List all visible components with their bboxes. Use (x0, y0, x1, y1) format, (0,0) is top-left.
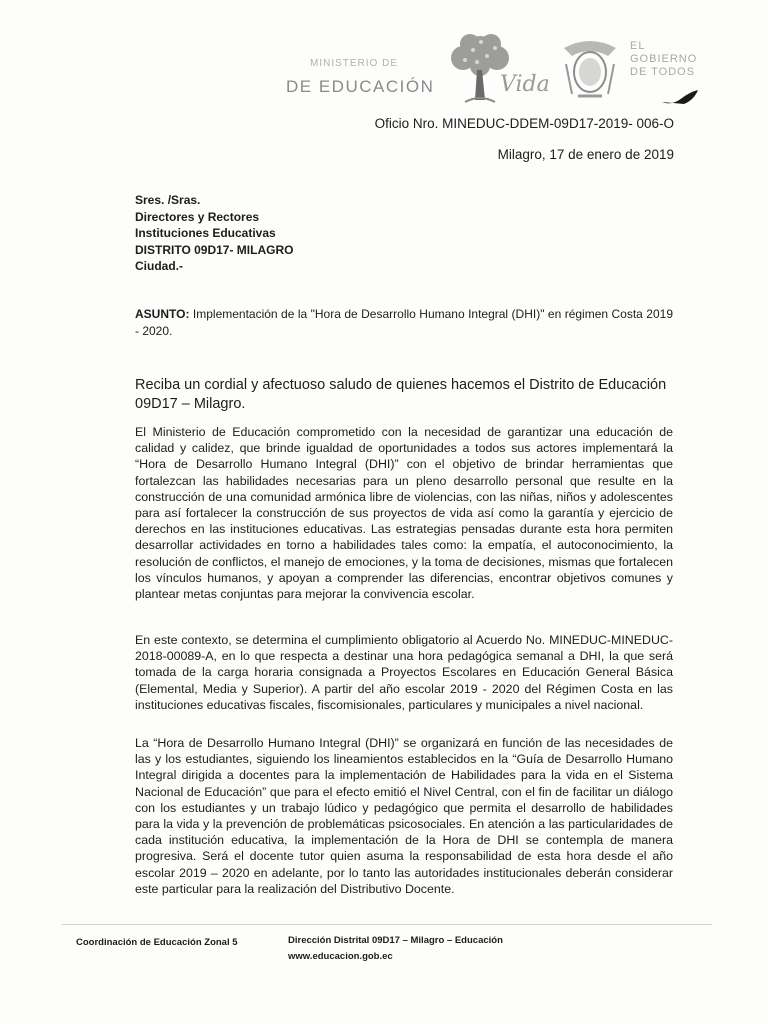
body-paragraph-3: La “Hora de Desarrollo Humano Integral (DHI)” se organizará en función de las necesidades de las y los estudiantes, siguiendo los lineamientos establecidos en la “Guía de Desarrollo Humano Integral dirigida a docentes para la implementación de Habilidades para la vida en el Sistema Nacional de Educación” que para el efecto emitió el Nivel Central, con el fin de facilitar un diálogo con los estudiantes y un trabajo lúdico y pedagógico que permita el desarrollo de habilidades para la vida y la prevención de problemáticas psicosociales. En atención a las particularidades de cada institución educativa, la implementación de la Hora de DHI se contempla de manera progresiva. Será el docente tutor quien asuma la responsabilidad de esta hora desde el año escolar 2019 – 2020 en adelante, por lo tanto las autoridades institucionales deberán considerar este particular para la realización del Distributivo Docente. (135, 736, 673, 896)
gov-line-2: GOBIERNO (630, 53, 698, 65)
government-brand (630, 40, 697, 79)
greeting: Reciba un cordial y afectuoso saludo de quienes hacemos el Distrito de Educación 09D17 – Milagro. (135, 377, 667, 412)
subject-line (135, 306, 673, 340)
gov-line-1: EL (630, 40, 646, 52)
addressee-line: Ciudad.- (135, 259, 183, 273)
gov-line-3: DE TODOS (630, 66, 696, 78)
footer-zone-coordination: Coordinación de Educación Zonal 5 (76, 937, 238, 948)
footer-website: www.educacion.gob.ec (288, 951, 393, 962)
document-reference: Oficio Nro. MINEDUC-DDEM-09D17-2019- 006-O (374, 116, 674, 131)
footer-divider (62, 924, 712, 925)
addressee-line: Sres. /Sras. (135, 193, 201, 207)
body-paragraph-1: El Ministerio de Educación comprometido con la necesidad de garantizar una educación de calidad y calidez, que brinde igualdad de oportunidades a todos sus actores implementará la “Hora de Desarrollo Humano Integral (DHI)” con el objetivo de brindar herramientas que fortalezcan las habilidades necesarias para un pleno desarrollo personal que resulte en la construcción de una comunidad armónica libre de violencias, con las niñas, niños y adolescentes para así fortalecer la construcción de sus proyectos de vida así como la garantía y ejercicio de derechos en las instituciones educativas. Las estrategias pensadas durante esta hora permiten desarrollar actividades en torno a habilidades tales como: la empatía, el autoconocimiento, la resolución de conflictos, el manejo de emociones, y la toma de decisiones, mismas que fortalecen los vínculos humanos, y apoyan a comprender las diferencias, encontrar objetivos comunes y plantear metas conjuntas para mejorar la convivencia escolar. (135, 425, 673, 602)
body-paragraph-2: En este contexto, se determina el cumplimiento obligatorio al Acuerdo No. MINEDUC-MINEDUC-2018-00089-A, en lo que respecta a destinar una hora pedagógica semanal a DHI, la que será tomada de la carga horaria consignada a Proyectos Escolares en Educación General Básica (Elemental, Media y Superior). A partir del año escolar 2019 - 2020 del Régimen Costa en las instituciones educativas fiscales, fiscomisionales, particulares y municipales a nivel nacional. (135, 633, 673, 712)
addressee-block (135, 192, 293, 275)
subject-text: Implementación de la "Hora de Desarrollo Humano Integral (DHI)" en régimen Costa 2019 - 2020. (135, 307, 673, 338)
addressee-line: DISTRITO 09D17- MILAGRO (135, 242, 294, 257)
document-date: Milagro, 17 de enero de 2019 (497, 147, 674, 162)
ministry-small-text: MINISTERIO DE (310, 58, 399, 69)
addressee-line: Directores y Rectores (135, 209, 260, 224)
national-seal-icon (558, 34, 622, 104)
ministry-name: DE EDUCACIÓN (286, 77, 435, 96)
tree-logo-icon (435, 30, 525, 110)
slogan-text: Vida (500, 72, 550, 97)
letterhead (280, 30, 720, 115)
footer-district-office: Dirección Distrital 09D17 – Milagro – Educación (288, 935, 503, 946)
signature-swirl-icon (658, 86, 702, 108)
addressee-line: Instituciones Educativas (135, 226, 276, 240)
subject-label: ASUNTO: (135, 307, 190, 321)
